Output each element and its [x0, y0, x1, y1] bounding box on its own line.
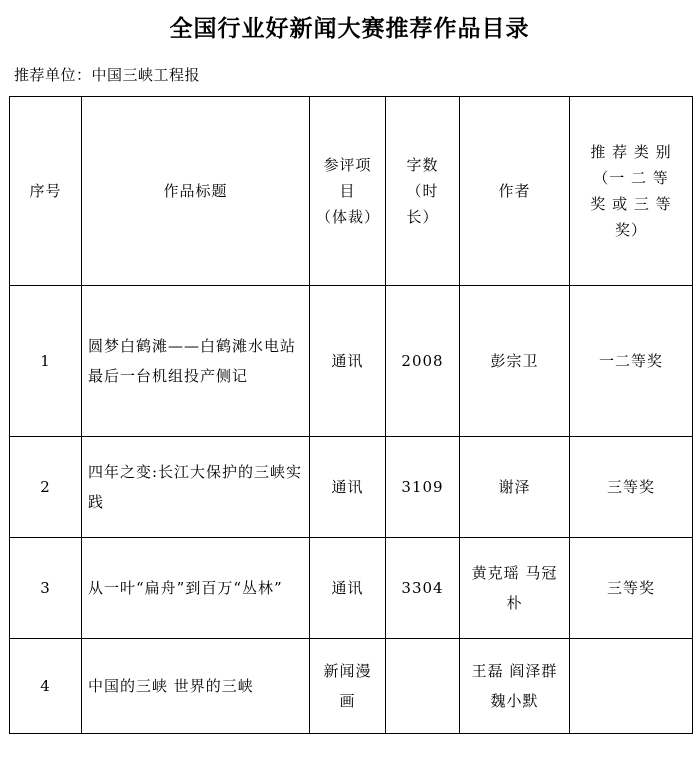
row-work-title: 从一叶“扁舟”到百万“丛林”: [82, 538, 310, 639]
row-no: 3: [10, 538, 82, 639]
row-author: 彭宗卫: [460, 286, 570, 437]
row-category: 通讯: [310, 286, 386, 437]
column-header-word-count-line-3: 长）: [406, 208, 439, 226]
row-word-count: 3109: [386, 437, 460, 538]
row-category: 通讯: [310, 437, 386, 538]
row-work-title: 圆梦白鹤滩——白鹤滩水电站最后一台机组投产侧记: [82, 286, 310, 437]
recommending-unit: [14, 64, 691, 86]
column-header-work-title: 作品标题: [82, 97, 310, 286]
column-header-recommend-line-3: 奖 或 三 等: [590, 195, 672, 213]
row-word-count: [386, 639, 460, 734]
row-author: 谢泽: [460, 437, 570, 538]
column-header-recommend: [570, 97, 693, 286]
row-recommend: 一二等奖: [570, 286, 693, 437]
table-row: [10, 639, 693, 734]
column-header-recommend-line-4: 奖）: [614, 221, 647, 239]
catalog-table: [9, 96, 693, 734]
page-title: 全国行业好新闻大赛推荐作品目录: [169, 15, 530, 42]
recommending-unit-label: 推荐单位：: [14, 66, 92, 84]
table-row: [10, 538, 693, 639]
table-row: [10, 286, 693, 437]
row-recommend: 三等奖: [570, 538, 693, 639]
column-header-category-line-1: 参评项: [323, 156, 372, 174]
column-header-word-count-line-1: 字数: [406, 156, 439, 174]
column-header-no: 序号: [10, 97, 82, 286]
row-recommend: 三等奖: [570, 437, 693, 538]
row-category: 新闻漫画: [310, 639, 386, 734]
column-header-author: 作者: [460, 97, 570, 286]
column-header-category-line-3: （体裁）: [316, 208, 381, 226]
row-author: 王磊 阎泽群 魏小默: [460, 639, 570, 734]
column-header-recommend-line-2: （一 二 等: [593, 169, 669, 187]
column-header-category-line-2: 目: [339, 182, 356, 200]
table-header-row: [10, 97, 693, 286]
row-no: 2: [10, 437, 82, 538]
column-header-word-count-line-2: （时: [406, 182, 439, 200]
row-recommend: [570, 639, 693, 734]
row-category: 通讯: [310, 538, 386, 639]
recommending-unit-value: 中国三峡工程报: [91, 66, 201, 84]
row-no: 4: [10, 639, 82, 734]
row-no: 1: [10, 286, 82, 437]
row-author: 黄克瑶 马冠朴: [460, 538, 570, 639]
column-header-category: [310, 97, 386, 286]
row-work-title: 四年之变:长江大保护的三峡实践: [82, 437, 310, 538]
row-word-count: 2008: [386, 286, 460, 437]
table-row: [10, 437, 693, 538]
column-header-word-count: [386, 97, 460, 286]
document-page: [0, 12, 699, 759]
column-header-recommend-line-1: 推 荐 类 别: [590, 143, 672, 161]
row-work-title: 中国的三峡 世界的三峡: [82, 639, 310, 734]
row-word-count: 3304: [386, 538, 460, 639]
